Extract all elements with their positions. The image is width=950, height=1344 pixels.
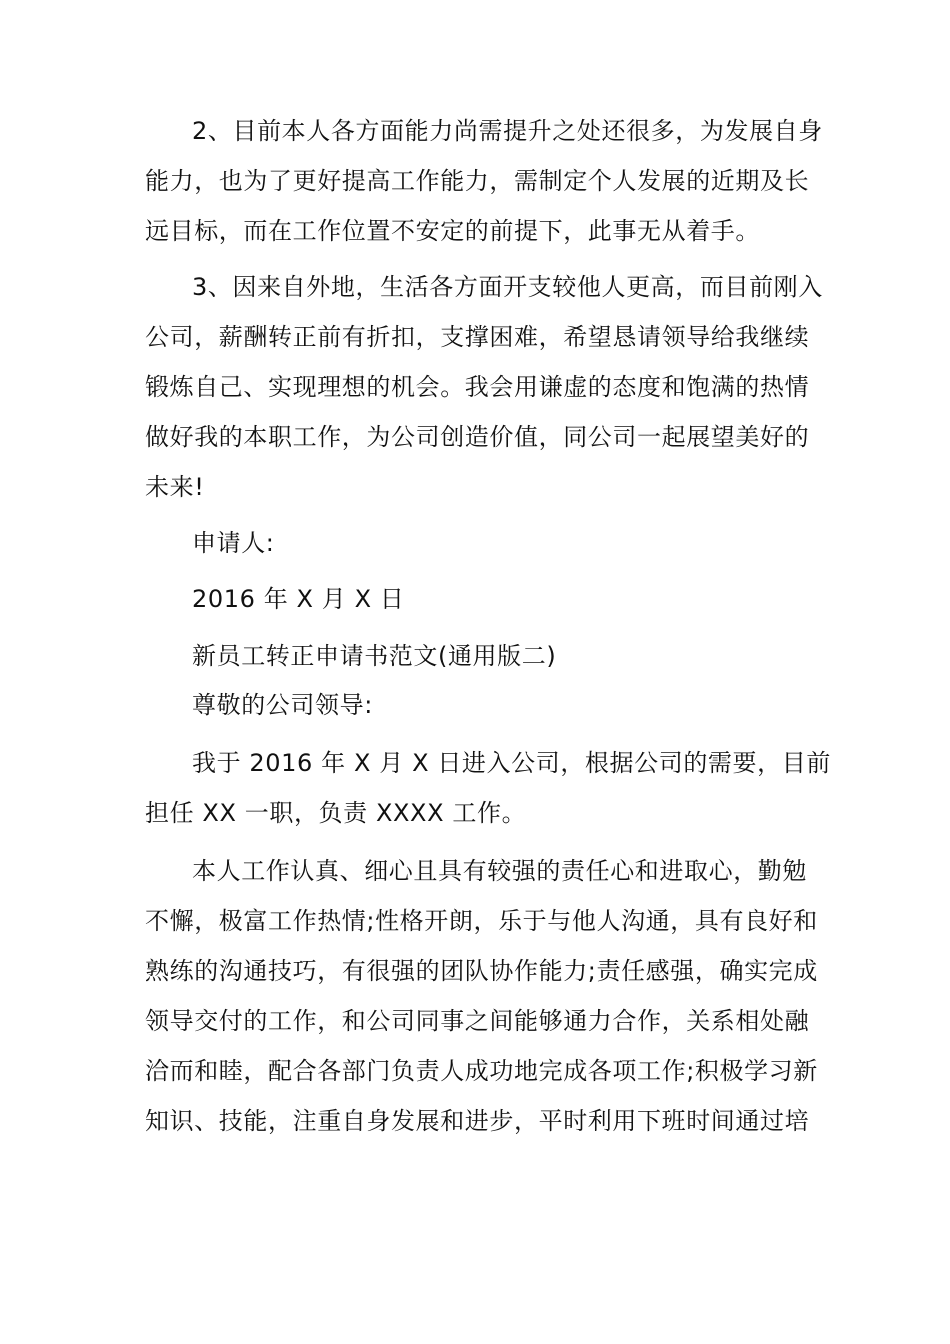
section-title: 新员工转正申请书范文(通用版二) — [192, 642, 557, 670]
self-assessment-line-4: 领导交付的工作，和公司同事之间能够通力合作，关系相处融 — [145, 1007, 810, 1035]
intro-line-2: 担任 XX 一职，负责 XXXX 工作。 — [145, 799, 527, 827]
signature-date: 2016 年 X 月 X 日 — [192, 585, 405, 613]
paragraph-3-line-1: 3、因来自外地，生活各方面开支较他人更高，而目前刚入 — [192, 273, 823, 301]
paragraph-3-line-4: 做好我的本职工作，为公司创造价值，同公司一起展望美好的 — [145, 423, 810, 451]
self-assessment-line-2: 不懈，极富工作热情;性格开朗，乐于与他人沟通，具有良好和 — [145, 907, 818, 935]
self-assessment-line-3: 熟练的沟通技巧，有很强的团队协作能力;责任感强，确实完成 — [145, 957, 818, 985]
paragraph-2-line-3: 远目标，而在工作位置不安定的前提下，此事无从着手。 — [145, 217, 760, 245]
self-assessment-line-6: 知识、技能，注重自身发展和进步，平时利用下班时间通过培 — [145, 1107, 810, 1135]
applicant-label: 申请人: — [192, 529, 275, 557]
intro-line-1: 我于 2016 年 X 月 X 日进入公司，根据公司的需要，目前 — [192, 749, 831, 777]
paragraph-2-line-1: 2、目前本人各方面能力尚需提升之处还很多，为发展自身 — [192, 117, 823, 145]
paragraph-3-line-2: 公司，薪酬转正前有折扣，支撑困难，希望恳请领导给我继续 — [145, 323, 810, 351]
paragraph-3-line-3: 锻炼自己、实现理想的机会。我会用谦虚的态度和饱满的热情 — [145, 373, 810, 401]
paragraph-3-line-5: 未来! — [145, 473, 205, 501]
salutation: 尊敬的公司领导: — [192, 691, 373, 719]
paragraph-2-line-2: 能力，也为了更好提高工作能力，需制定个人发展的近期及长 — [145, 167, 810, 195]
self-assessment-line-5: 洽而和睦，配合各部门负责人成功地完成各项工作;积极学习新 — [145, 1057, 818, 1085]
self-assessment-line-1: 本人工作认真、细心且具有较强的责任心和进取心，勤勉 — [192, 857, 807, 885]
